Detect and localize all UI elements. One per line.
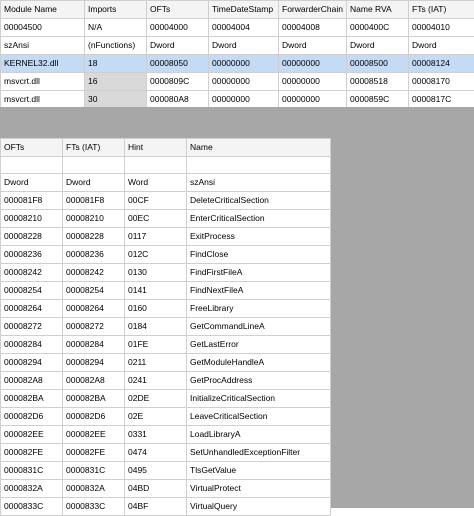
imports-pane <box>0 138 474 508</box>
import-cell[interactable]: 00008264 <box>63 300 125 318</box>
import-row[interactable] <box>1 300 331 318</box>
import-cell[interactable]: 04BF <box>125 498 187 516</box>
import-cell[interactable]: GetModuleHandleA <box>187 354 331 372</box>
type-cell[interactable]: Dword <box>347 37 409 55</box>
import-cell[interactable]: 00008284 <box>63 336 125 354</box>
imports-type-row <box>1 174 331 192</box>
import-cell[interactable]: FindClose <box>187 246 331 264</box>
import-cell[interactable]: SetUnhandledExceptionFilter <box>187 444 331 462</box>
module-cell[interactable]: 0000817C <box>409 91 474 109</box>
module-cell[interactable]: 00000000 <box>209 91 279 109</box>
import-cell[interactable]: 0130 <box>125 264 187 282</box>
offset-cell[interactable]: 00004000 <box>147 19 209 37</box>
import-cell[interactable]: 00008264 <box>1 300 63 318</box>
column-header[interactable]: FTs (IAT) <box>409 1 474 19</box>
import-cell[interactable]: 000082D6 <box>1 408 63 426</box>
import-cell[interactable]: 000082FE <box>63 444 125 462</box>
import-cell[interactable]: DeleteCriticalSection <box>187 192 331 210</box>
module-cell[interactable]: 00000000 <box>209 55 279 73</box>
import-row[interactable] <box>1 426 331 444</box>
import-cell[interactable]: 0141 <box>125 282 187 300</box>
import-cell[interactable]: 0000832A <box>63 480 125 498</box>
module-cell[interactable]: 16 <box>85 73 147 91</box>
imports-blank-row <box>1 157 331 174</box>
import-rows <box>1 192 331 516</box>
import-row[interactable] <box>1 480 331 498</box>
import-cell[interactable]: 00008272 <box>63 318 125 336</box>
import-cell[interactable]: 00008210 <box>1 210 63 228</box>
import-cell[interactable]: GetLastError <box>187 336 331 354</box>
empty-cell <box>1 157 63 174</box>
import-row[interactable] <box>1 246 331 264</box>
import-row[interactable] <box>1 462 331 480</box>
import-row[interactable] <box>1 408 331 426</box>
column-header[interactable]: Hint <box>125 139 187 157</box>
import-cell[interactable]: 00008272 <box>1 318 63 336</box>
column-header[interactable]: ForwarderChain <box>279 1 347 19</box>
module-row-selected[interactable] <box>1 55 474 73</box>
modules-offset-row <box>1 19 474 37</box>
type-cell[interactable]: Word <box>125 174 187 192</box>
module-cell[interactable]: 00000000 <box>279 55 347 73</box>
import-cell[interactable]: 00008236 <box>63 246 125 264</box>
import-cell[interactable]: 000082A8 <box>63 372 125 390</box>
type-cell[interactable]: (nFunctions) <box>85 37 147 55</box>
import-cell[interactable]: 04BD <box>125 480 187 498</box>
module-cell[interactable]: 00008050 <box>147 55 209 73</box>
module-cell[interactable]: 18 <box>85 55 147 73</box>
offset-cell[interactable]: 0000400C <box>347 19 409 37</box>
offset-cell[interactable]: 00004010 <box>409 19 474 37</box>
column-header[interactable]: OFTs <box>1 139 63 157</box>
import-cell[interactable]: 0495 <box>125 462 187 480</box>
column-header[interactable]: Name RVA <box>347 1 409 19</box>
module-cell[interactable]: 30 <box>85 91 147 109</box>
import-row[interactable] <box>1 264 331 282</box>
module-row[interactable] <box>1 91 474 109</box>
empty-cell <box>125 157 187 174</box>
module-cell[interactable]: KERNEL32.dll <box>1 55 85 73</box>
import-cell[interactable]: 000081F8 <box>63 192 125 210</box>
type-cell[interactable]: Dword <box>147 37 209 55</box>
import-cell[interactable]: 0331 <box>125 426 187 444</box>
module-cell[interactable]: msvcrt.dll <box>1 91 85 109</box>
import-cell[interactable]: 000082FE <box>1 444 63 462</box>
import-cell[interactable]: GetCommandLineA <box>187 318 331 336</box>
import-cell[interactable]: 0000833C <box>63 498 125 516</box>
module-cell[interactable]: 00000000 <box>209 73 279 91</box>
import-cell[interactable]: TlsGetValue <box>187 462 331 480</box>
modules-type-row <box>1 37 474 55</box>
module-cell[interactable]: 00000000 <box>279 73 347 91</box>
type-cell[interactable]: Dword <box>409 37 474 55</box>
import-cell[interactable]: FindFirstFileA <box>187 264 331 282</box>
column-header[interactable]: Name <box>187 139 331 157</box>
type-cell[interactable]: Dword <box>279 37 347 55</box>
import-cell[interactable]: 00008228 <box>63 228 125 246</box>
import-cell[interactable]: LeaveCriticalSection <box>187 408 331 426</box>
import-cell[interactable]: 00008242 <box>1 264 63 282</box>
column-header[interactable]: FTs (IAT) <box>63 139 125 157</box>
type-cell[interactable]: Dword <box>63 174 125 192</box>
type-cell[interactable]: Dword <box>1 174 63 192</box>
import-cell[interactable]: VirtualProtect <box>187 480 331 498</box>
import-cell[interactable]: GetProcAddress <box>187 372 331 390</box>
module-cell[interactable]: 00008500 <box>347 55 409 73</box>
module-cell[interactable]: 00008124 <box>409 55 474 73</box>
offset-cell[interactable]: 00004008 <box>279 19 347 37</box>
offset-cell[interactable]: N/A <box>85 19 147 37</box>
import-cell[interactable]: 0000831C <box>1 462 63 480</box>
import-cell[interactable]: 00008228 <box>1 228 63 246</box>
import-row[interactable] <box>1 228 331 246</box>
empty-cell <box>187 157 331 174</box>
import-cell[interactable]: 000082BA <box>1 390 63 408</box>
import-cell[interactable]: 0160 <box>125 300 187 318</box>
module-cell[interactable]: 00000000 <box>279 91 347 109</box>
column-header[interactable]: Imports <box>85 1 147 19</box>
import-row[interactable] <box>1 192 331 210</box>
import-cell[interactable]: 02DE <box>125 390 187 408</box>
import-row[interactable] <box>1 210 331 228</box>
import-cell[interactable]: ExitProcess <box>187 228 331 246</box>
pane-splitter[interactable] <box>0 107 474 138</box>
column-header[interactable]: Module Name <box>1 1 85 19</box>
import-cell[interactable]: 0241 <box>125 372 187 390</box>
import-row[interactable] <box>1 498 331 516</box>
offset-cell[interactable]: 00004500 <box>1 19 85 37</box>
module-cell[interactable]: 00008518 <box>347 73 409 91</box>
import-cell[interactable]: EnterCriticalSection <box>187 210 331 228</box>
modules-table <box>0 0 474 109</box>
import-cell[interactable]: 0474 <box>125 444 187 462</box>
import-cell[interactable]: 00008254 <box>1 282 63 300</box>
import-cell[interactable]: 000082D6 <box>63 408 125 426</box>
offset-cell[interactable]: 00004004 <box>209 19 279 37</box>
column-header[interactable]: TimeDateStamp <box>209 1 279 19</box>
import-cell[interactable]: VirtualQuery <box>187 498 331 516</box>
type-cell[interactable]: Dword <box>209 37 279 55</box>
import-row[interactable] <box>1 282 331 300</box>
import-cell[interactable]: 0184 <box>125 318 187 336</box>
import-cell[interactable]: 000082EE <box>63 426 125 444</box>
import-cell[interactable]: 00008294 <box>1 354 63 372</box>
module-row[interactable] <box>1 73 474 91</box>
module-cell[interactable]: 0000809C <box>147 73 209 91</box>
import-row[interactable] <box>1 390 331 408</box>
import-cell[interactable]: 01FE <box>125 336 187 354</box>
import-cell[interactable]: 0000833C <box>1 498 63 516</box>
imports-table <box>0 138 331 516</box>
import-cell[interactable]: 00008294 <box>63 354 125 372</box>
import-cell[interactable]: 00CF <box>125 192 187 210</box>
import-cell[interactable]: 00008284 <box>1 336 63 354</box>
import-cell[interactable]: InitializeCriticalSection <box>187 390 331 408</box>
import-cell[interactable]: 012C <box>125 246 187 264</box>
imports-header-row <box>1 139 331 157</box>
modules-header-row <box>1 1 474 19</box>
import-cell[interactable]: 000082EE <box>1 426 63 444</box>
import-row[interactable] <box>1 354 331 372</box>
import-cell[interactable]: 0211 <box>125 354 187 372</box>
import-cell[interactable]: 00008254 <box>63 282 125 300</box>
module-cell[interactable]: msvcrt.dll <box>1 73 85 91</box>
import-row[interactable] <box>1 444 331 462</box>
import-cell[interactable]: 0117 <box>125 228 187 246</box>
import-cell[interactable]: 000082BA <box>63 390 125 408</box>
type-cell[interactable]: szAnsi <box>1 37 85 55</box>
import-cell[interactable]: 0000831C <box>63 462 125 480</box>
empty-cell <box>63 157 125 174</box>
import-cell[interactable]: FindNextFileA <box>187 282 331 300</box>
import-row[interactable] <box>1 372 331 390</box>
module-cell[interactable]: 000080A8 <box>147 91 209 109</box>
import-cell[interactable]: 02E <box>125 408 187 426</box>
import-row[interactable] <box>1 336 331 354</box>
import-row[interactable] <box>1 318 331 336</box>
column-header[interactable]: OFTs <box>147 1 209 19</box>
import-cell[interactable]: 00008210 <box>63 210 125 228</box>
import-cell[interactable]: 000082A8 <box>1 372 63 390</box>
import-cell[interactable]: 00EC <box>125 210 187 228</box>
import-cell[interactable]: 0000832A <box>1 480 63 498</box>
import-cell[interactable]: FreeLibrary <box>187 300 331 318</box>
module-cell[interactable]: 0000859C <box>347 91 409 109</box>
import-cell[interactable]: 00008236 <box>1 246 63 264</box>
module-cell[interactable]: 00008170 <box>409 73 474 91</box>
type-cell[interactable]: szAnsi <box>187 174 331 192</box>
import-cell[interactable]: 000081F8 <box>1 192 63 210</box>
import-cell[interactable]: LoadLibraryA <box>187 426 331 444</box>
import-cell[interactable]: 00008242 <box>63 264 125 282</box>
